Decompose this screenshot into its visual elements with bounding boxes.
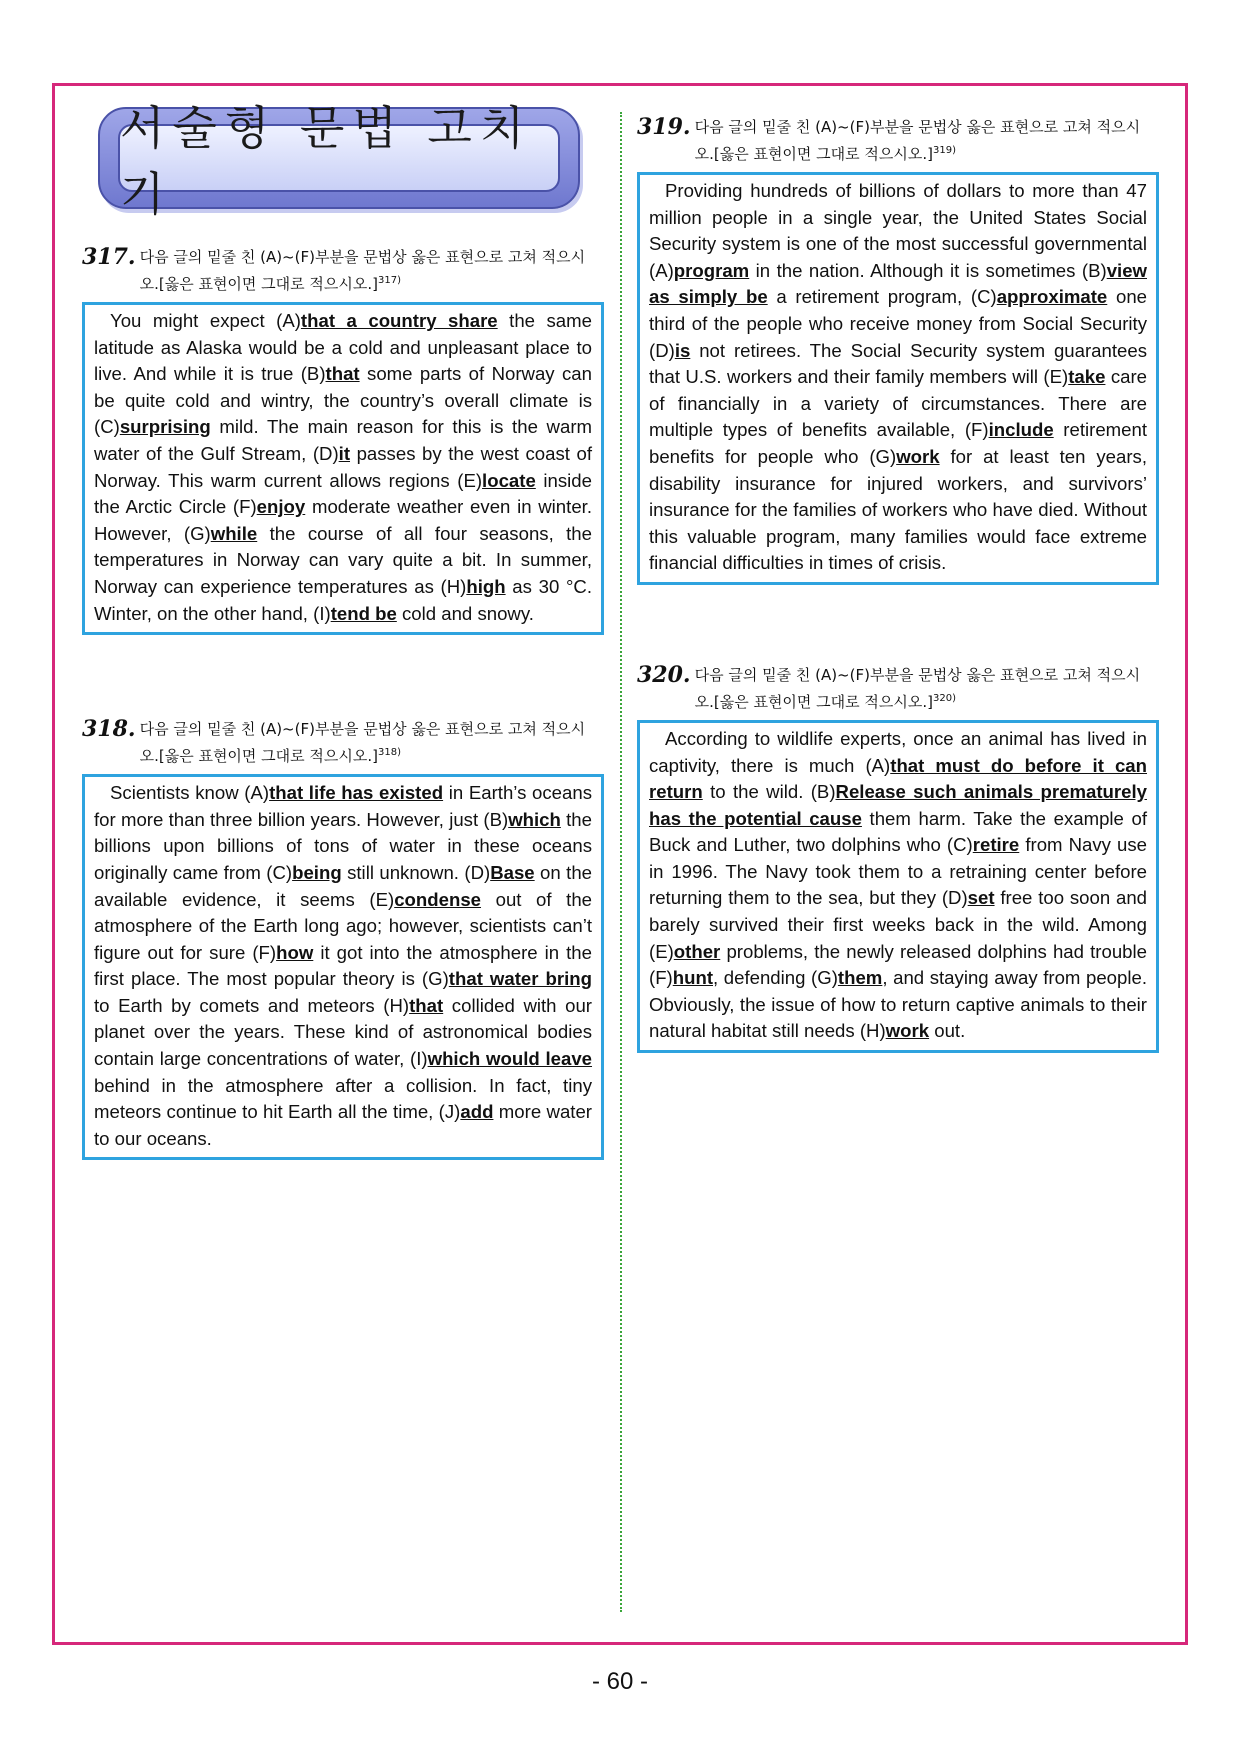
question-number: 319. xyxy=(637,114,691,140)
underlined-target: which would leave xyxy=(427,1048,593,1070)
passage-text: from Navy use in 1996. The Navy took them to a retraining center before returning them to the sea, but they (D) xyxy=(649,834,1147,909)
passage-text: mild. The main reason for this is the warm water of the Gulf Stream, (D) xyxy=(94,416,592,464)
question-number: 318. xyxy=(82,716,136,743)
underlined-target: set xyxy=(967,887,995,909)
title-banner xyxy=(98,101,580,221)
underlined-target: program xyxy=(673,259,750,281)
underlined-target: locate xyxy=(482,469,536,491)
passage-text: out of the atmosphere of the Earth long ago; however, scientists can’t figure out for sure (F) xyxy=(94,888,592,963)
underlined-target: condense xyxy=(394,888,482,910)
passage-text: You might expect (A) xyxy=(110,310,301,331)
passage-box xyxy=(637,172,1159,585)
passage-box xyxy=(82,774,604,1160)
underlined-target: work xyxy=(896,445,940,467)
underlined-target: other xyxy=(673,940,721,962)
question-number: 317. xyxy=(82,244,136,270)
passage-text: moderate weather even in winter. However, (G) xyxy=(94,496,592,544)
passage-text: in Earth’s oceans for more than three billion years. However, just (B) xyxy=(94,782,592,830)
passage-text: , defending (G) xyxy=(713,967,838,989)
footnote-ref: 320) xyxy=(933,692,956,704)
underlined-target: take xyxy=(1068,366,1106,388)
passage-text: care of financially in a variety of circumstances. There are multiple types of benefits available, (F) xyxy=(649,366,1147,441)
underlined-target: Base xyxy=(490,861,535,883)
underlined-target: enjoy xyxy=(256,496,306,518)
underlined-target: include xyxy=(988,419,1054,441)
underlined-target: high xyxy=(466,575,506,597)
question-header xyxy=(82,245,604,296)
underlined-target: hunt xyxy=(672,967,714,989)
instruction-text: 다음 글의 밑줄 친 (A)~(F)부분을 문법상 옳은 표현으로 고쳐 적으시오.[옳은 표현이면 그대로 적으시오.] xyxy=(694,665,1141,711)
underlined-target: work xyxy=(885,1020,930,1042)
page-title: 서술형 문법 고치기 xyxy=(120,101,533,221)
passage-text: , and staying away from people. Obviously, the issue of how to return captive animals to their natural habitat still needs (H) xyxy=(649,967,1148,1042)
passage-text: the course of all four seasons, the temperatures in Norway can vary quite a bit. In summer, Norway can experience temperatures as (H) xyxy=(94,522,592,597)
underlined-target: that xyxy=(325,363,360,385)
underlined-target: approximate xyxy=(996,286,1108,308)
page-number: - 60 - xyxy=(591,1668,648,1695)
question-instruction xyxy=(695,115,1159,166)
question-header xyxy=(82,717,604,768)
underlined-target: how xyxy=(276,941,314,963)
passage-text: Providing hundreds of billions of dollars to more than 47 million people in a single year, the United States Social Security system is one of the most successful governmental (A) xyxy=(649,180,1147,281)
passage-text: passes by the west coast of Norway. This warm current allows regions (E) xyxy=(94,442,592,491)
passage-text: inside the Arctic Circle (F) xyxy=(94,469,592,518)
underlined-target: add xyxy=(460,1101,494,1123)
passage-text: some parts of Norway can be quite cold and wintry, the country’s overall climate is (C) xyxy=(94,363,592,438)
underlined-target: that xyxy=(409,994,444,1016)
underlined-target: while xyxy=(210,522,258,544)
passage-box xyxy=(637,720,1159,1053)
question-header xyxy=(637,115,1159,166)
title-inner xyxy=(118,101,560,221)
question-318 xyxy=(82,717,604,1160)
passage-text: out. xyxy=(929,1020,966,1042)
question-319 xyxy=(637,115,1159,585)
question-317 xyxy=(82,245,604,635)
passage-text: not retirees. The Social Security system guarantees that U.S. workers and their family members will (E) xyxy=(649,339,1147,388)
passage-text: According to wildlife experts, once an animal has lived in captivity, there is much (A) xyxy=(649,727,1147,776)
question-instruction xyxy=(140,717,604,768)
column-divider xyxy=(620,112,622,1612)
footnote-ref: 319) xyxy=(933,145,956,156)
passage-text: more water to our oceans. xyxy=(94,1101,592,1149)
underlined-target: Release such animals prematurely has the potential cause xyxy=(649,781,1147,829)
underlined-target: tend be xyxy=(330,602,397,624)
underlined-target: retire xyxy=(972,834,1020,856)
question-instruction xyxy=(695,663,1159,714)
footnote-ref: 317) xyxy=(378,275,401,286)
passage-text: them harm. Take the example of Buck and Luther, two dolphins who (C) xyxy=(649,807,1147,856)
footnote-ref: 318) xyxy=(378,747,401,759)
underlined-target: it xyxy=(338,442,351,464)
instruction-text: 다음 글의 밑줄 친 (A)~(F)부분을 문법상 옳은 표현으로 고쳐 적으시오.[옳은 표현이면 그대로 적으시오.] xyxy=(139,248,586,293)
underlined-target: is xyxy=(674,339,691,361)
instruction-text: 다음 글의 밑줄 친 (A)~(F)부분을 문법상 옳은 표현으로 고쳐 적으시오.[옳은 표현이면 그대로 적으시오.] xyxy=(139,720,586,766)
question-number: 320. xyxy=(637,661,691,688)
passage-box xyxy=(82,302,604,635)
left-column xyxy=(82,101,604,1160)
passage-text: free too soon and barely survived their first weeks back in the wild. Among (E) xyxy=(649,887,1147,962)
passage-text: as 30 °C. Winter, on the other hand, (I) xyxy=(94,575,592,624)
passage-text: Scientists know (A) xyxy=(110,782,270,804)
passage-text: a retirement program, (C) xyxy=(767,286,997,308)
passage-text: problems, the newly released dolphins had trouble (F) xyxy=(649,940,1147,989)
passage-text: it got into the atmosphere in the first place. The most popular theory is (G) xyxy=(94,941,592,990)
passage-text: behind in the atmosphere after a collision. In fact, tiny meteors continue to hit Earth all the time, (J) xyxy=(94,1074,592,1123)
passage-text: the same latitude as Alaska would be a cold and unpleasant place to live. And while it is true (B) xyxy=(94,310,592,385)
passage-text: on the available evidence, it seems (E) xyxy=(94,861,592,910)
passage-text: retirement benefits for people who (G) xyxy=(649,419,1147,467)
passage-text: cold and snowy. xyxy=(396,602,534,624)
question-instruction xyxy=(140,245,604,296)
instruction-text: 다음 글의 밑줄 친 (A)~(F)부분을 문법상 옳은 표현으로 고쳐 적으시오.[옳은 표현이면 그대로 적으시오.] xyxy=(694,118,1141,163)
underlined-target: being xyxy=(292,861,342,883)
passage-text: for at least ten years, disability insurance for injured workers, and survivors’ insurance for the families of workers who have died. Without this valuable program, many families would face extreme financial difficulties in times of crisis. xyxy=(649,445,1148,574)
underlined-target: which xyxy=(508,808,561,830)
passage-text: to Earth by comets and meteors (H) xyxy=(94,994,410,1016)
question-header xyxy=(637,663,1159,714)
underlined-target: them xyxy=(837,967,883,989)
right-column xyxy=(637,115,1159,1053)
question-320 xyxy=(637,663,1159,1053)
passage-text: one third of the people who receive money from Social Security (D) xyxy=(649,286,1147,361)
passage-text: in the nation. Although it is sometimes (B) xyxy=(749,259,1107,281)
underlined-target: that life has existed xyxy=(269,782,444,804)
underlined-target: that must do before it can return xyxy=(649,754,1147,803)
passage-text: the billions upon billions of tons of water in these oceans originally came from (C) xyxy=(94,808,592,883)
underlined-target: that a country share xyxy=(300,310,498,331)
underlined-target: surprising xyxy=(119,416,211,438)
underlined-target: that water bring xyxy=(448,968,592,990)
passage-text: to the wild. (B) xyxy=(702,781,836,803)
passage-text: collided with our planet over the years. These kind of astronomical bodies contain large concentrations of water, (I) xyxy=(94,994,592,1070)
passage-text: still unknown. (D) xyxy=(341,861,491,883)
underlined-target: view as simply be xyxy=(649,259,1147,308)
